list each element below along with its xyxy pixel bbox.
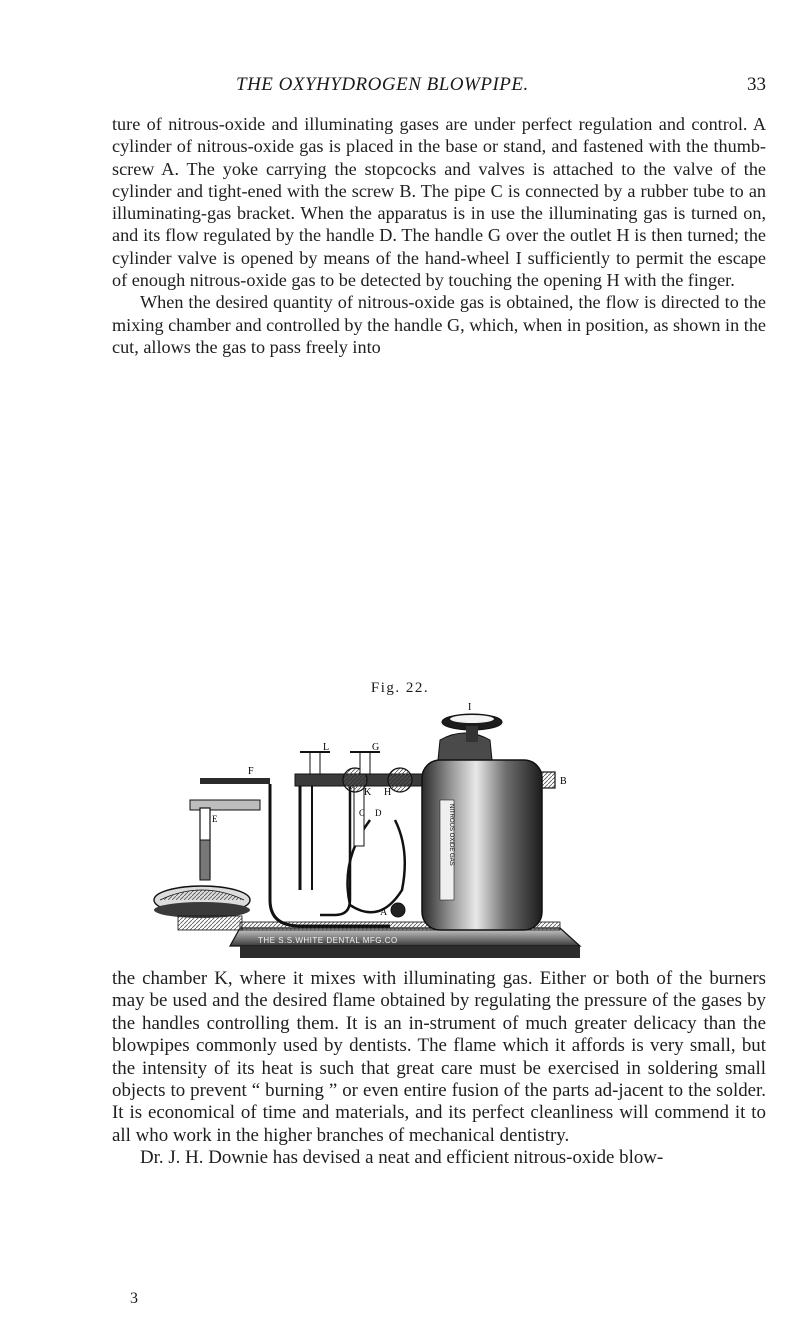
pipe-F [200, 766, 270, 784]
pipe-frame [270, 784, 405, 926]
nitrous-oxide-cylinder [380, 733, 542, 930]
running-header [236, 74, 766, 104]
left-bracket [190, 800, 260, 880]
cylinder-label: NITROUS OXIDE GAS [448, 804, 454, 866]
label-C: C [359, 808, 366, 818]
label-L: L [323, 742, 330, 753]
page-number: 33 [747, 74, 766, 95]
paragraph: the chamber K, where it mixes with illuminating gas. Either or both of the burners may be used and the desired flame obtained by regulating the pressure of the gases by the handles controlling them. It is an in-strument of much greater delicacy than the blowpipes commonly used by dentists. The flame which it affords is very small, but the intensity of its heat is such that great care must be exercised in soldering small objects to prevent “ burning ” or even entire fusion of the parts ad-jacent to the solder. It is economical of time and materials, and its perfect cleanliness will commend it to all who work in the higher branches of mechanical dentistry. [112, 968, 766, 1146]
label-E: E [212, 814, 218, 824]
paragraph: When the desired quantity of nitrous-oxide gas is obtained, the flow is directed to the mixing chamber and controlled by the handle G, which, when in position, as shown in the cut, allows the gas to pass freely into [112, 292, 766, 357]
label-A: A [380, 907, 388, 918]
figure-caption: Fig. 22. [370, 680, 430, 696]
maker-mark: THE S.S.WHITE DENTAL MFG.CO [258, 936, 398, 945]
text-block-top [112, 113, 766, 358]
paragraph: ture of nitrous-oxide and illuminating gases are under perfect regulation and control. A cylinder of nitrous-oxide gas is placed in the base or stand, and fastened with the thumb-screw A. The yoke carrying the stopcocks and valves is attached to the valve of the cylinder and tight-ened with the screw B. The pipe C is connected by a rubber tube to an illuminating-gas bracket. When the apparatus is in use the illuminating gas is turned on, and its flow regulated by the handle D. The handle G over the outlet H is then turned; the cylinder valve is opened by means of the hand-wheel I sufficiently to permit the escape of enough nitrous-oxide gas to be detected by touching the opening H with the finger. [112, 114, 766, 291]
blowpipe-illustration [140, 700, 640, 960]
label-H: H [384, 787, 392, 798]
paragraph: Dr. J. H. Downie has devised a neat and efficient nitrous-oxide blow- [140, 1147, 664, 1169]
label-G: G [372, 742, 380, 753]
text-block-bottom [112, 968, 766, 1170]
label-I: I [468, 702, 472, 713]
running-title: THE OXYHYDROGEN BLOWPIPE. [236, 74, 529, 95]
signature-mark: 3 [130, 1290, 138, 1307]
label-K: K [364, 787, 372, 798]
left-burner-plate [154, 886, 250, 930]
label-F: F [248, 766, 254, 777]
label-B: B [560, 776, 567, 787]
label-D: D [375, 808, 382, 818]
